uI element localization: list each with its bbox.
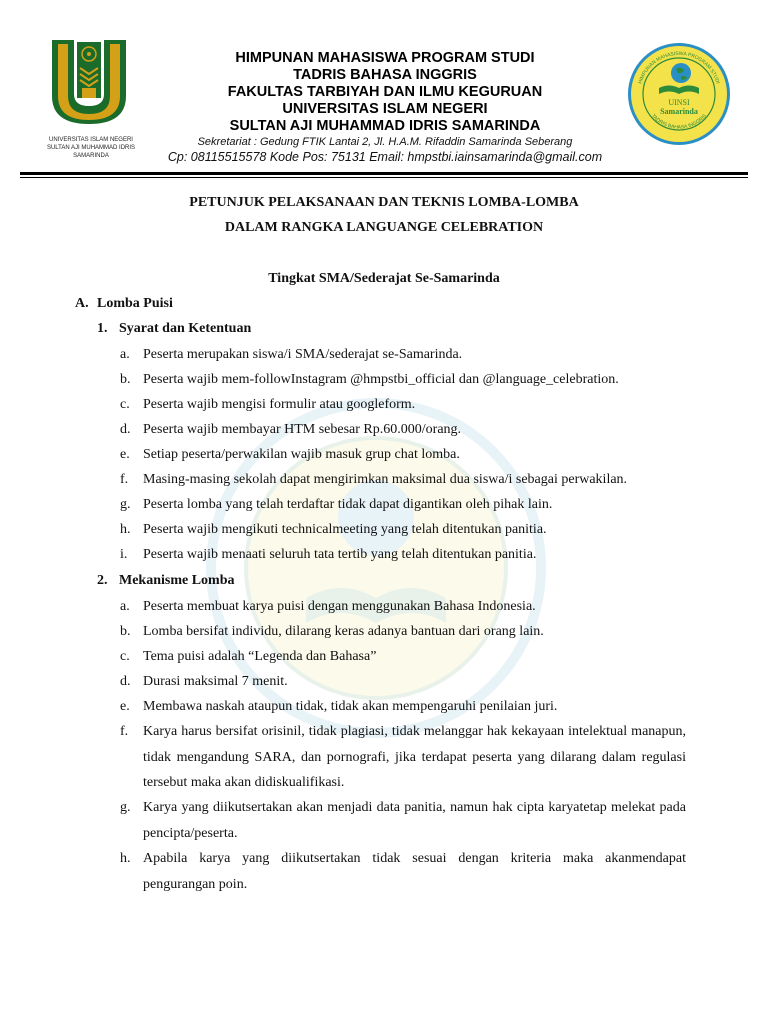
list-item: e. Membawa naskah ataupun tidak, tidak akan mempengaruhi penilaian juri. [120, 699, 558, 714]
document-title-line1: PETUNJUK PELAKSANAAN DAN TEKNIS LOMBA-LOMBA [189, 195, 579, 210]
org-line: TADRIS BAHASA INGGRIS [293, 67, 477, 83]
list-item: f. Masing-masing sekolah dapat mengirimkan maksimal dua siswa/i sebagai perwakilan. [120, 472, 628, 487]
list-item: a. Peserta merupakan siswa/i SMA/sederajat se-Samarinda. [120, 347, 463, 362]
list-item: g. Karya yang diikutsertakan akan menjadi data panitia, namun hak cipta karyatetap melekat pada pencipta/peserta. [120, 800, 686, 841]
list-item: f. Karya harus bersifat orisinil, tidak plagiasi, tidak melanggar hak kekayaan intelektual manapun, tidak mengandung SARA, dan pornografi, jika terdapat peserta yang dilarang dalam regulasi tersebut maka akan didiskualifikasi. [120, 724, 686, 790]
list-item: g. Peserta lomba yang telah terdaftar tidak dapat digantikan oleh pihak lain. [120, 497, 553, 512]
subsection-heading: 2. Mekanisme Lomba [97, 573, 235, 588]
list-item: b. Peserta wajib mem-followInstagram @hmpstbi_official dan @language_celebration. [120, 372, 619, 387]
list-item: a. Peserta membuat karya puisi dengan menggunakan Bahasa Indonesia. [120, 599, 536, 614]
letterhead-text [150, 50, 620, 165]
subsection-heading: 1. Syarat dan Ketentuan [97, 321, 252, 336]
list-item: d. Durasi maksimal 7 menit. [120, 674, 288, 689]
participant-level: Tingkat SMA/Sederajat Se-Samarinda [268, 271, 500, 286]
list-item: h. Peserta wajib mengikuti technicalmeeting yang telah ditentukan panitia. [120, 522, 547, 537]
svg-text:UINSI: UINSI [668, 98, 690, 107]
section-heading: A. Lomba Puisi [75, 296, 173, 311]
svg-text:TADRIS BAHASA INGGRIS: TADRIS BAHASA INGGRIS [650, 113, 708, 131]
contact-line: Cp: 08115515578 Kode Pos: 75131 Email: hmpstbi.iainsamarinda@gmail.com [167, 150, 603, 164]
list-item: i. Peserta wajib menaati seluruh tata tertib yang telah ditentukan panitia. [120, 547, 537, 562]
list-item: c. Tema puisi adalah “Legenda dan Bahasa” [120, 649, 377, 664]
university-crest-icon [44, 34, 134, 126]
org-line: SULTAN AJI MUHAMMAD IDRIS SAMARINDA [229, 118, 541, 134]
header-divider [20, 172, 748, 175]
university-logo-caption: UNIVERSITAS ISLAM NEGERI SULTAN AJI MUHAMMAD IDRIS SAMARINDA [46, 137, 136, 159]
org-line: FAKULTAS TARBIYAH DAN ILMU KEGURUAN [227, 84, 543, 100]
header-divider-thin [20, 177, 748, 178]
list-item: b. Lomba bersifat individu, dilarang keras adanya bantuan dari orang lain. [120, 624, 544, 639]
list-item: h. Apabila karya yang diikutsertakan tidak sesuai dengan kriteria maka akanmendapat pengurangan poin. [120, 851, 686, 892]
secretariat-address: Sekretariat : Gedung FTIK Lantai 2, Jl. H.A.M. Rifaddin Samarinda Seberang [197, 136, 573, 148]
svg-text:Samarinda: Samarinda [660, 107, 698, 116]
org-line: HIMPUNAN MAHASISWA PROGRAM STUDI [235, 50, 535, 66]
list-item: c. Peserta wajib mengisi formulir atau googleform. [120, 397, 416, 412]
document-title-line2: DALAM RANGKA LANGUANGE CELEBRATION [224, 220, 544, 235]
svg-text:HIMPUNAN MAHASISWA PROGRAM STU: HIMPUNAN MAHASISWA PROGRAM STUDI [637, 50, 721, 85]
list-item: e. Setiap peserta/perwakilan wajib masuk grup chat lomba. [120, 447, 460, 462]
hmps-emblem-icon [626, 41, 732, 147]
list-item: d. Peserta wajib membayar HTM sebesar Rp.60.000/orang. [120, 422, 462, 437]
org-line: UNIVERSITAS ISLAM NEGERI [282, 101, 488, 117]
